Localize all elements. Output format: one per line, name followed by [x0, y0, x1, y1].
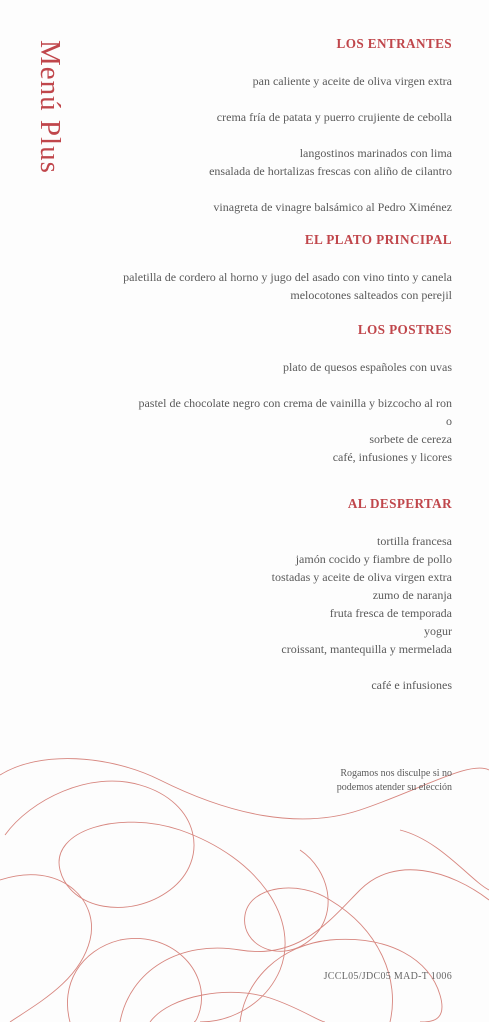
menu-item: sorbete de cereza: [369, 432, 452, 446]
menu-item: tostadas y aceite de oliva virgen extra: [271, 570, 452, 584]
menu-item: vinagreta de vinagre balsámico al Pedro Ximénez: [213, 200, 452, 214]
note-line: Rogamos nos disculpe si no: [340, 768, 452, 779]
menu-item: langostinos marinados con lima: [299, 146, 452, 160]
menu-item: crema fría de patata y puerro crujiente de cebolla: [216, 110, 452, 124]
apology-note: [337, 767, 452, 795]
menu-item: paletilla de cordero al horno y jugo del asado con vino tinto y canela: [123, 270, 452, 284]
menu-item: jamón cocido y fiambre de pollo: [295, 552, 452, 566]
menu-item: o: [446, 414, 452, 428]
menu-item: plato de quesos españoles con uvas: [283, 360, 452, 374]
menu-item: ensalada de hortalizas frescas con aliño de cilantro: [209, 164, 452, 178]
menu-item: café, infusiones y licores: [332, 450, 452, 464]
menu-item: zumo de naranja: [372, 588, 452, 602]
menu-item: melocotones salteados con perejil: [290, 288, 452, 302]
section-heading-entrantes: LOS ENTRANTES: [336, 36, 452, 51]
section-heading-postres: LOS POSTRES: [357, 322, 452, 337]
menu-item: tortilla francesa: [377, 534, 452, 548]
section-heading-despertar: AL DESPERTAR: [347, 496, 452, 511]
menu-title: Menú Plus: [34, 40, 66, 174]
menu-item: pastel de chocolate negro con crema de vainilla y bizcocho al ron: [138, 396, 452, 410]
note-line: podemos atender su elección: [336, 782, 452, 793]
section-heading-plato-principal: EL PLATO PRINCIPAL: [304, 232, 452, 247]
reference-code: JCCL05/JDC05 MAD-T 1006: [323, 971, 452, 982]
menu-item: yogur: [424, 624, 452, 638]
menu-item: pan caliente y aceite de oliva virgen extra: [252, 74, 452, 88]
menu-item: croissant, mantequilla y mermelada: [281, 642, 452, 656]
menu-item: café e infusiones: [371, 678, 452, 692]
menu-item: fruta fresca de temporada: [329, 606, 452, 620]
menu-content: [52, 36, 452, 694]
